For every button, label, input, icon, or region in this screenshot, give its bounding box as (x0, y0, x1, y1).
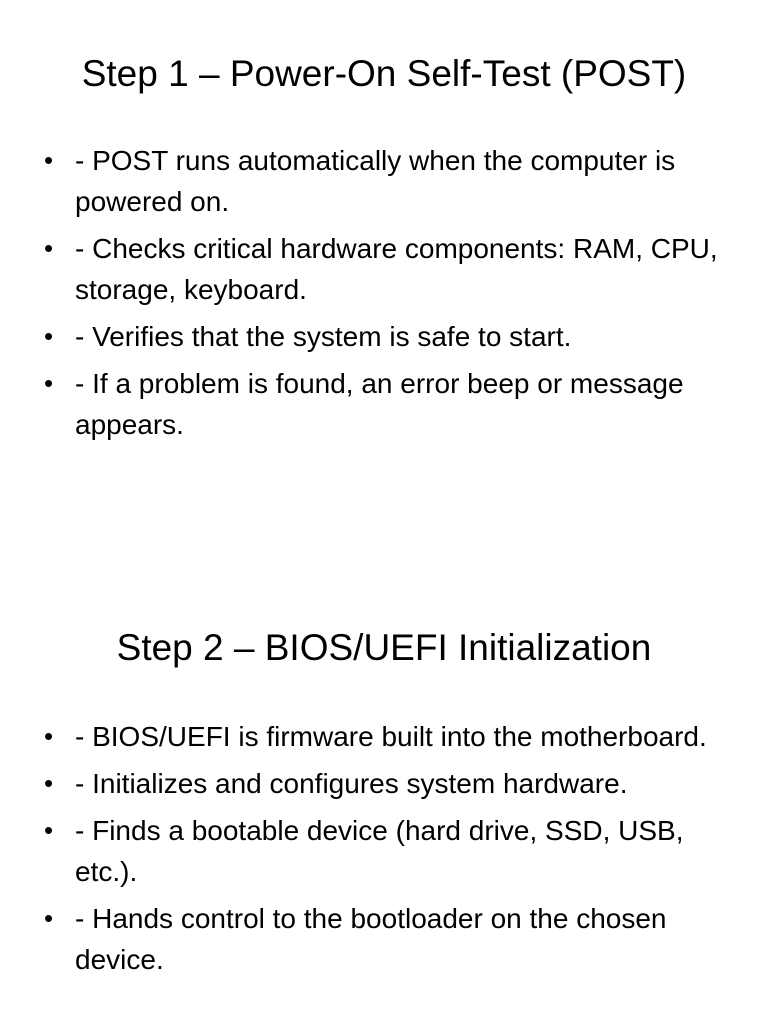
bullet-item (44, 716, 724, 757)
bullet-item (44, 316, 724, 357)
slide-step-2 (0, 576, 768, 1024)
bullet-icon: • (44, 233, 54, 263)
bullet-item (44, 810, 724, 892)
bullet-text: - Initializes and configures system hardware. (75, 768, 628, 799)
bullet-icon: • (44, 145, 54, 175)
bullet-item (44, 898, 724, 980)
slide-title: Step 1 – Power-On Self-Test (POST) (81, 53, 687, 94)
bullet-text: - Verifies that the system is safe to start. (75, 321, 572, 352)
bullet-icon: • (44, 903, 54, 933)
slide-title: Step 2 – BIOS/UEFI Initialization (116, 627, 652, 668)
bullet-icon: • (44, 368, 54, 398)
bullet-text: - BIOS/UEFI is firmware built into the motherboard. (75, 721, 707, 752)
bullet-list (44, 716, 724, 986)
bullet-list (44, 140, 724, 451)
bullet-icon: • (44, 815, 54, 845)
bullet-text: - If a problem is found, an error beep or message appears. (75, 368, 684, 440)
bullet-text: - POST runs automatically when the computer is powered on. (75, 145, 676, 217)
bullet-item (44, 228, 724, 310)
bullet-icon: • (44, 721, 54, 751)
bullet-text: - Checks critical hardware components: RAM, CPU, storage, keyboard. (75, 233, 718, 305)
bullet-icon: • (44, 768, 54, 798)
bullet-item (44, 363, 724, 445)
bullet-item (44, 763, 724, 804)
bullet-icon: • (44, 321, 54, 351)
bullet-item (44, 140, 724, 222)
bullet-text: - Hands control to the bootloader on the chosen device. (75, 903, 667, 975)
bullet-text: - Finds a bootable device (hard drive, SSD, USB, etc.). (75, 815, 684, 887)
